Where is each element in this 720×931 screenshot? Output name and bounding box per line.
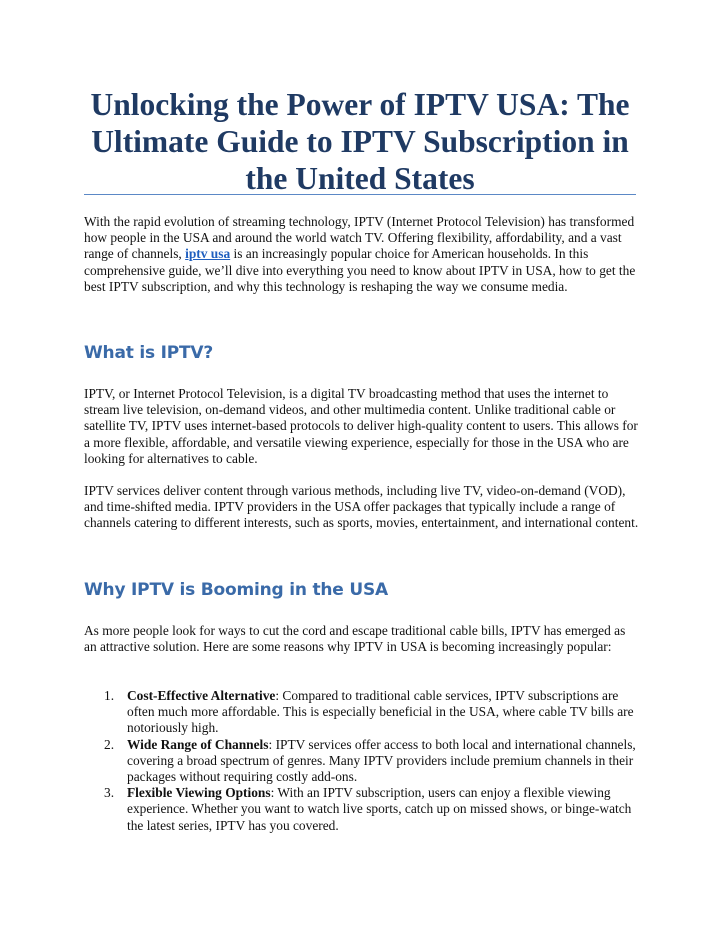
iptv-usa-link[interactable]: iptv usa: [185, 246, 231, 262]
intro-text-end: is an increasingly popular choice for American households. In this comprehensive guide, we’ll dive into everything you need to know about IPTV in USA, how to get the best IPTV subscription, and why this technology is reshaping the way we consume media.: [84, 246, 636, 294]
list-item-term: Flexible Viewing Options: [127, 785, 271, 801]
list-item-number: 3.: [104, 785, 115, 801]
list-item: [84, 785, 640, 834]
what-is-iptv-paragraph-2: IPTV services deliver content through various methods, including live TV, video-on-demand (VOD), and time-shifted media. IPTV providers in the USA offer packages that typically include a range of channels catering to different interests, such as sports, movies, entertainment, and international content.: [84, 483, 639, 531]
list-item-text: : IPTV services offer access to both local and international channels, covering a broad spectrum of genres. Many IPTV providers include premium channels in their packages without requiring costly add-ons.: [127, 736, 636, 785]
why-booming-paragraph: As more people look for ways to cut the cord and escape traditional cable bills, IPTV has emerged as an attractive solution. Here are some reasons why IPTV in USA is becoming increasingly popular:: [84, 623, 626, 655]
list-item: [84, 737, 640, 786]
list-item-term: Wide Range of Channels: [127, 736, 269, 752]
intro-text-start: With the rapid evolution of streaming technology, IPTV (Internet Protocol Television) has transformed how people in the USA and around the world watch TV. Offering flexibility, affordability, and a vast range of channels,: [84, 214, 635, 262]
list-item-text: : Compared to traditional cable services, IPTV subscriptions are often much more affordable. This is especially beneficial in the USA, where cable TV bills are notoriously high.: [127, 688, 634, 736]
section-heading-what-is-iptv: What is IPTV?: [84, 343, 214, 363]
reasons-list: [84, 688, 640, 834]
list-item-term: Cost-Effective Alternative: [127, 688, 276, 703]
list-item-number: 1.: [104, 688, 115, 703]
list-item: [84, 688, 640, 737]
list-item-number: 2.: [104, 736, 115, 752]
list-item-text: : With an IPTV subscription, users can enjoy a flexible viewing experience. Whether you want to watch live sports, catch up on missed shows, or binge-watch the latest series, IPTV has you covered.: [127, 785, 632, 833]
section-heading-why-booming: Why IPTV is Booming in the USA: [84, 580, 388, 600]
intro-paragraph: [84, 214, 640, 295]
title-divider: [84, 194, 636, 195]
page-title: Unlocking the Power of IPTV USA: The Ultimate Guide to IPTV Subscription in the United States: [90, 87, 630, 196]
what-is-iptv-paragraph-1: IPTV, or Internet Protocol Television, is a digital TV broadcasting method that uses the internet to stream live television, on-demand videos, and other multimedia content. Unlike traditional cable or satellite TV, IPTV uses internet-based protocols to deliver high-quality content to users. This allows for a more flexible, affordable, and versatile viewing experience, especially for those in the USA who are looking for alternatives to cable.: [84, 386, 638, 466]
